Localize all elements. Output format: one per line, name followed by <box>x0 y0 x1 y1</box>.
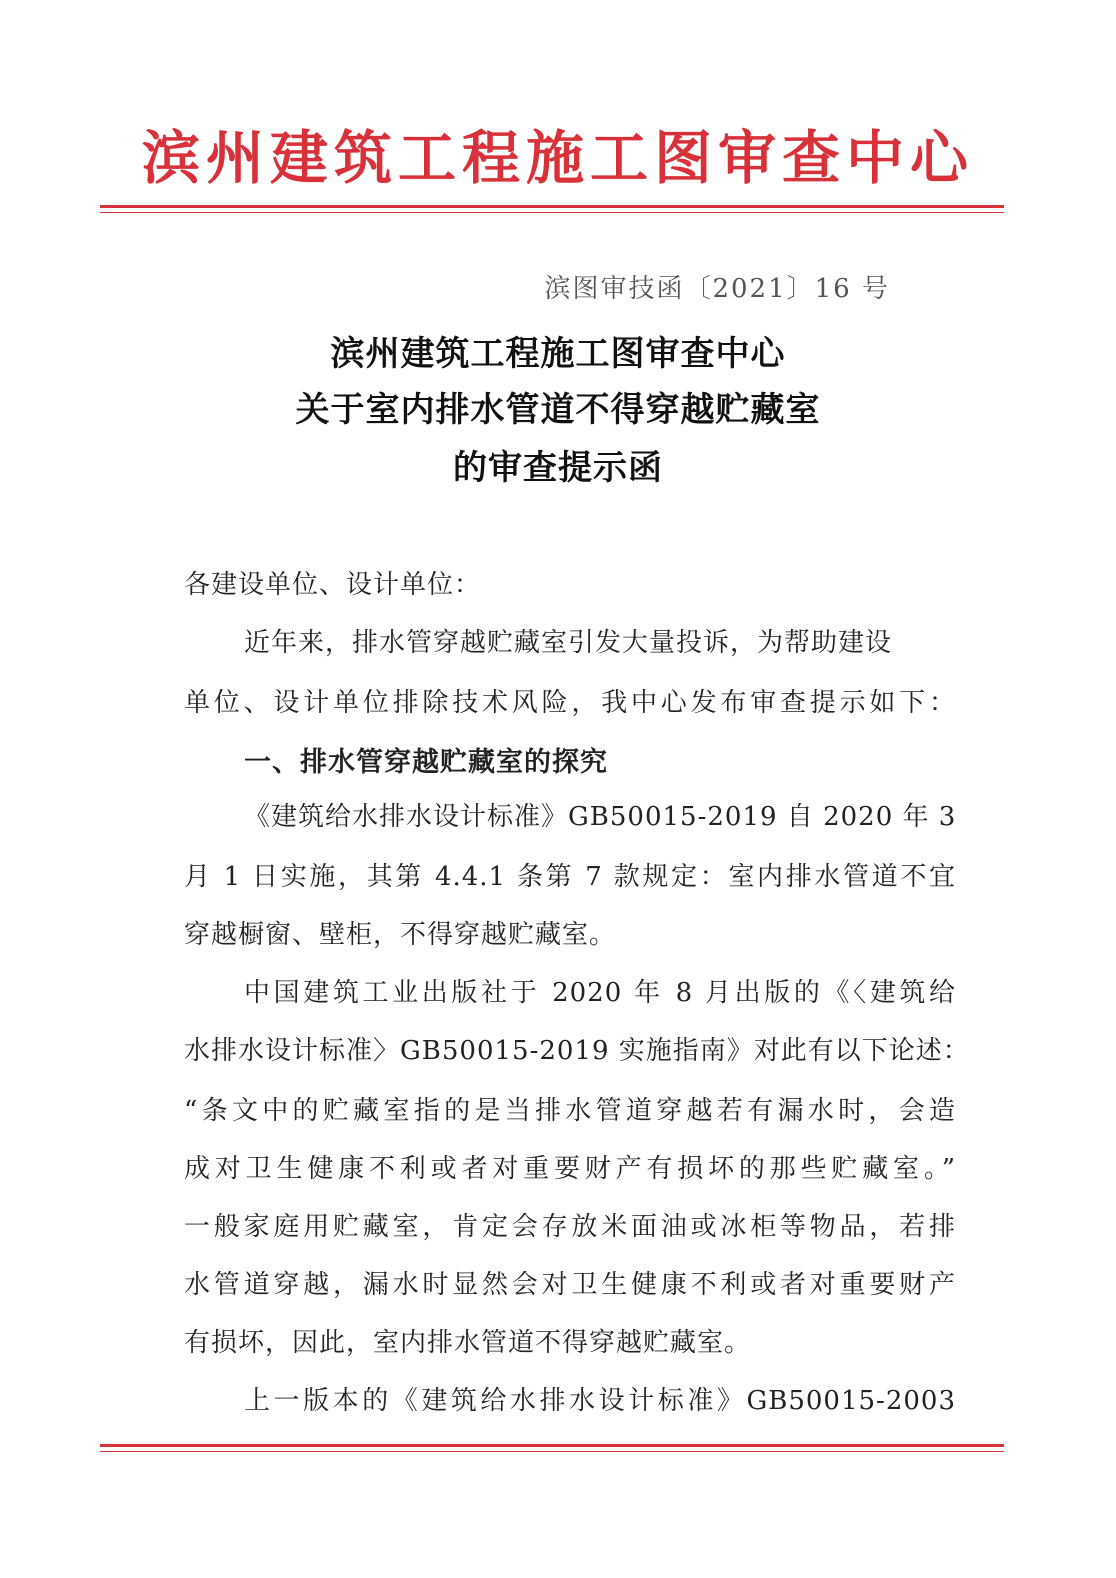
body-line: 成对卫生健康不利或者对重要财产有损坏的那些贮藏室。” <box>184 1154 956 1184</box>
body-line: 水管道穿越，漏水时显然会对卫生健康不利或者对重要财产 <box>184 1270 956 1300</box>
body-line: 水排水设计标准〉GB50015-2019 实施指南》对此有以下论述： <box>184 1036 970 1066</box>
body-line: 中国建筑工业出版社于 2020 年 8 月出版的《〈建筑给 <box>244 978 956 1008</box>
footer-divider <box>100 1444 1004 1452</box>
title-line-1: 滨州建筑工程施工图审查中心 <box>330 334 786 374</box>
salutation: 各建设单位、设计单位： <box>184 570 482 600</box>
body-line: 单位、设计单位排除技术风险，我中心发布审查提示如下： <box>184 688 956 718</box>
body-line: 有损坏，因此，室内排水管道不得穿越贮藏室。 <box>184 1328 752 1358</box>
body-line: 上一版本的《建筑给水排水设计标准》GB50015-2003 <box>244 1386 956 1416</box>
body-line: 近年来，排水管穿越贮藏室引发大量投诉，为帮助建设 <box>244 628 893 658</box>
body-line: 穿越橱窗、壁柜，不得穿越贮藏室。 <box>184 920 617 950</box>
body-line: 《建筑给水排水设计标准》GB50015-2019 自 2020 年 3 <box>244 802 957 832</box>
header-divider <box>100 205 1004 213</box>
body-line: 月 1 日实施，其第 4.4.1 条第 7 款规定：室内排水管道不宜 <box>184 862 956 892</box>
title-line-2: 关于室内排水管道不得穿越贮藏室 <box>295 390 821 430</box>
body-line: “条文中的贮藏室指的是当排水管道穿越若有漏水时，会造 <box>184 1096 956 1126</box>
body-line: 一般家庭用贮藏室，肯定会存放米面油或冰柜等物品，若排 <box>184 1212 956 1242</box>
document-number: 滨图审技函〔2021〕16 号 <box>544 274 890 304</box>
letterhead-title: 滨州建筑工程施工图审查中心 <box>141 124 974 192</box>
title-line-3: 的审查提示函 <box>453 448 663 488</box>
section-heading: 一、排水管穿越贮藏室的探究 <box>244 747 608 778</box>
